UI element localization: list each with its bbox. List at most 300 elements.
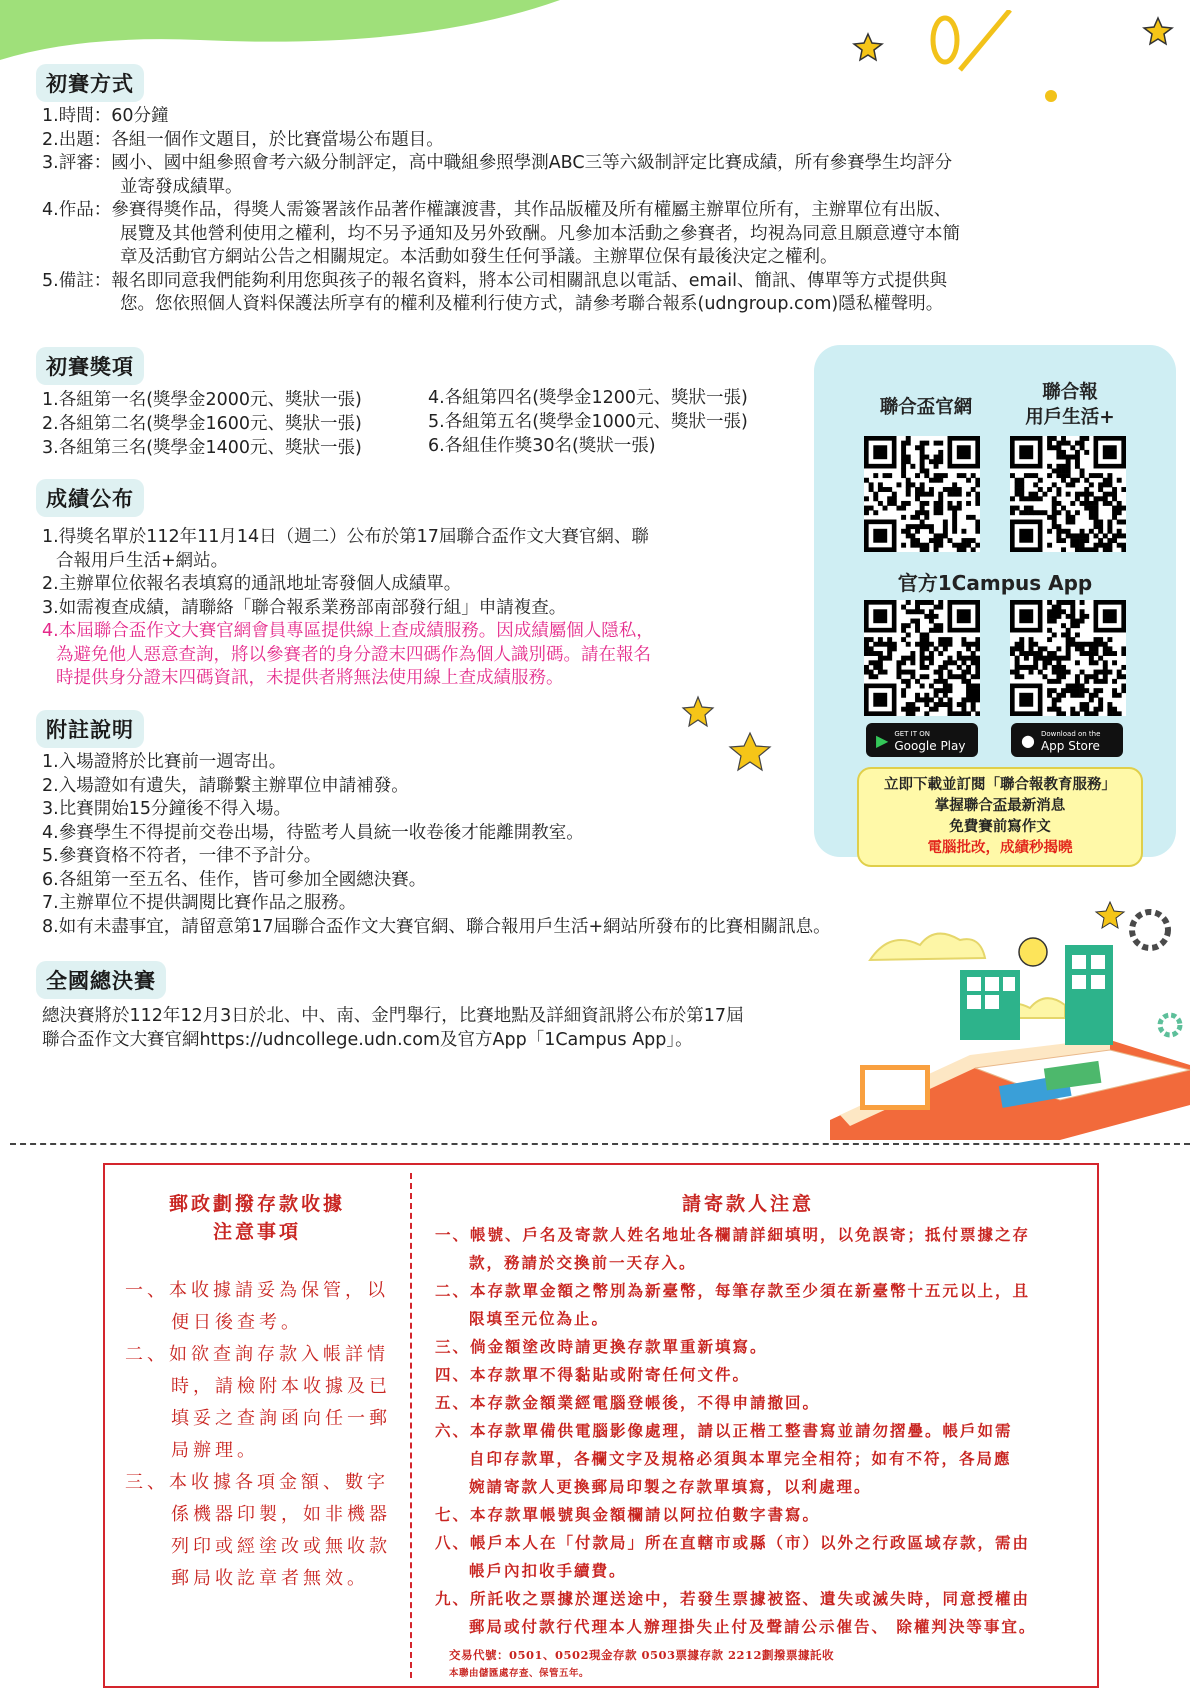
qr-module: [869, 651, 874, 656]
depositor-note-line: 五、本存款金額業經電腦登帳後，不得申請撤回。: [435, 1393, 821, 1412]
qr-module: [1121, 533, 1126, 538]
qr-code-official-site[interactable]: [864, 436, 980, 552]
depositor-note-line: 郵局或付款行代理本人辦理掛失止付及聲請公示催告、 除權判決等事宜。: [469, 1617, 1037, 1636]
qr-module: [924, 492, 929, 497]
qr-module: [1070, 619, 1075, 624]
qr-module: [1015, 660, 1020, 665]
qr-module: [910, 533, 915, 538]
qr-module: [1061, 478, 1066, 483]
qr-module: [901, 473, 906, 478]
qr-module: [966, 646, 971, 651]
qr-module: [938, 533, 943, 538]
qr-module: [1112, 492, 1117, 497]
qr-module: [929, 619, 934, 624]
qr-module: [971, 684, 976, 689]
qr-module: [943, 660, 948, 665]
qr-module: [1084, 702, 1089, 707]
qr-module: [1056, 656, 1061, 661]
qr-module: [1047, 473, 1052, 478]
qr-module: [1070, 688, 1075, 693]
qr-module: [1089, 547, 1094, 552]
qr-module: [952, 529, 957, 534]
qr-module: [948, 674, 953, 679]
qr-module: [943, 679, 948, 684]
qr-module: [934, 605, 939, 610]
qr-module: [1094, 642, 1099, 647]
qr-module: [929, 478, 934, 483]
qr-module: [952, 506, 957, 511]
qr-module: [878, 656, 883, 661]
qr-module: [864, 665, 869, 670]
qr-module: [957, 487, 962, 492]
qr-module: [1024, 496, 1029, 501]
qr-module: [892, 501, 897, 506]
qr-module: [1061, 609, 1066, 614]
qr-module: [1015, 670, 1020, 675]
qr-module: [1061, 547, 1066, 552]
qr-module: [934, 441, 939, 446]
qr-module: [1112, 693, 1117, 698]
qr-module: [920, 464, 925, 469]
depositor-note-line: 三、倘金額塗改時請更換存款單重新填寫。: [435, 1337, 768, 1356]
qr-module: [975, 693, 980, 698]
section-title-method: 初賽方式: [36, 64, 144, 102]
qr-module: [1107, 711, 1112, 716]
results-highlight-line: 為避免他人惡意查詢，將以參賽者的身分證末四碼作為個人識別碼。請在報名: [56, 644, 651, 665]
qr-module: [971, 538, 976, 543]
google-play-badge[interactable]: [866, 723, 978, 757]
qr-module: [1094, 637, 1099, 642]
qr-module: [1084, 478, 1089, 483]
qr-module: [920, 674, 925, 679]
qr-module: [869, 646, 874, 651]
qr-module: [934, 501, 939, 506]
qr-module: [1094, 501, 1099, 506]
qr-module: [924, 524, 929, 529]
qr-module: [896, 482, 901, 487]
qr-module: [883, 642, 888, 647]
qr-module: [1080, 468, 1085, 473]
qr-module: [1094, 510, 1099, 515]
qr-module: [1061, 441, 1066, 446]
qr-module: [1070, 515, 1075, 520]
qr-module: [1107, 538, 1112, 543]
qr-module: [1070, 482, 1075, 487]
qr-module: [1080, 693, 1085, 698]
qr-module: [943, 642, 948, 647]
qr-module: [924, 674, 929, 679]
qr-module: [943, 684, 948, 689]
qr-module: [1066, 632, 1071, 637]
qr-module: [934, 679, 939, 684]
qr-module: [883, 473, 888, 478]
qr-module: [938, 674, 943, 679]
qr-module: [1056, 707, 1061, 712]
qr-module: [878, 637, 883, 642]
qr-module: [924, 441, 929, 446]
qr-module: [920, 450, 925, 455]
qr-module: [1019, 646, 1024, 651]
qr-module: [901, 445, 906, 450]
qr-module: [901, 529, 906, 534]
qr-module: [938, 628, 943, 633]
qr-code-google-play[interactable]: [864, 600, 980, 716]
qr-module: [1052, 670, 1057, 675]
qr-module: [1061, 436, 1066, 441]
qr-module: [1033, 665, 1038, 670]
qr-module: [957, 674, 962, 679]
qr-module: [1042, 656, 1047, 661]
qr-module: [957, 547, 962, 552]
app-store-badge[interactable]: [1011, 723, 1123, 757]
qr-module: [934, 646, 939, 651]
results-highlight-line: 時提供身分證末四碼資訊，未提供者將無法使用線上查成績服務。: [56, 668, 564, 688]
qr-module: [1075, 623, 1080, 628]
qr-module: [1056, 492, 1061, 497]
qr-module: [1061, 468, 1066, 473]
qr-module: [1084, 642, 1089, 647]
qr-module: [1121, 547, 1126, 552]
qr-module: [887, 646, 892, 651]
qr-module: [1080, 501, 1085, 506]
qr-module: [1066, 533, 1071, 538]
qr-module: [887, 473, 892, 478]
qr-module: [920, 445, 925, 450]
qr-module: [1089, 501, 1094, 506]
qr-finder: [873, 445, 887, 459]
qr-module: [1080, 651, 1085, 656]
qr-module: [1107, 651, 1112, 656]
qr-module: [915, 543, 920, 548]
qr-module: [1075, 619, 1080, 624]
qr-module: [966, 478, 971, 483]
qr-module: [1089, 660, 1094, 665]
qr-module: [869, 637, 874, 642]
qr-module: [887, 637, 892, 642]
qr-module: [975, 520, 980, 525]
receipt-title: 郵政劃撥存款收據: [168, 1193, 345, 1215]
qr-module: [948, 711, 953, 716]
qr-module: [915, 642, 920, 647]
qr-module: [1094, 520, 1099, 525]
notes-line: 5.參賽資格不符者，一律不予計分。: [42, 846, 322, 866]
qr-module: [971, 707, 976, 712]
qr-module: [948, 670, 953, 675]
qr-module: [878, 501, 883, 506]
qr-module: [966, 693, 971, 698]
qr-code-app-store[interactable]: [1010, 600, 1126, 716]
qr-module: [1066, 455, 1071, 460]
qr-module: [1061, 693, 1066, 698]
qr-module: [1019, 482, 1024, 487]
qr-module: [873, 492, 878, 497]
book-illustration: [810, 890, 1200, 1145]
receipt-note-line: 二、如欲查詢存款入帳詳情: [125, 1344, 389, 1365]
qr-module: [1070, 455, 1075, 460]
qr-module: [1056, 605, 1061, 610]
qr-module: [934, 670, 939, 675]
postal-notice-box: [103, 1163, 1099, 1688]
qr-module: [975, 482, 980, 487]
qr-module: [906, 487, 911, 492]
qr-module: [1056, 538, 1061, 543]
notes-line: 1.入場證將於比賽前一週寄出。: [42, 752, 287, 772]
qr-module: [957, 501, 962, 506]
qr-module: [1015, 478, 1020, 483]
qr-module: [1070, 609, 1075, 614]
receipt-note-line: 時，請檢附本收據及已: [171, 1376, 391, 1397]
qr-module: [924, 646, 929, 651]
qr-module: [961, 642, 966, 647]
qr-module: [883, 487, 888, 492]
qr-module: [929, 487, 934, 492]
qr-module: [961, 547, 966, 552]
qr-module: [1094, 674, 1099, 679]
qr-module: [915, 473, 920, 478]
qr-module: [1070, 538, 1075, 543]
qr-module: [1052, 468, 1057, 473]
qr-module: [1112, 711, 1117, 716]
qr-module: [971, 651, 976, 656]
qr-module: [896, 670, 901, 675]
qr-module: [915, 628, 920, 633]
qr-module: [1103, 679, 1108, 684]
qr-module: [943, 529, 948, 534]
qr-module: [901, 660, 906, 665]
qr-module: [920, 441, 925, 446]
qr-module: [1052, 436, 1057, 441]
depositor-note-line: 八、帳戶本人在「付款局」所在直轄市或縣（市）以外之行政區域存款，需由: [435, 1533, 1031, 1552]
qr-module: [1047, 651, 1052, 656]
results-line: 3.如需複查成績，請聯絡「聯合報系業務部南部發行組」申請複查。: [42, 597, 567, 618]
qr-module: [1056, 693, 1061, 698]
qr-module: [934, 614, 939, 619]
qr-module: [901, 679, 906, 684]
qr-module: [1075, 492, 1080, 497]
qr-module: [1052, 609, 1057, 614]
qr-module: [1056, 600, 1061, 605]
qr-module: [1098, 637, 1103, 642]
qr-module: [1061, 665, 1066, 670]
qr-module: [1047, 445, 1052, 450]
qr-module: [1010, 670, 1015, 675]
qr-module: [901, 468, 906, 473]
qr-module: [1084, 533, 1089, 538]
section-title-results: 成績公布: [36, 479, 144, 517]
qr-finder: [1103, 445, 1117, 459]
qr-module: [934, 473, 939, 478]
qr-module: [938, 459, 943, 464]
qr-module: [1070, 614, 1075, 619]
qr-module: [1089, 515, 1094, 520]
qr-module: [929, 656, 934, 661]
qr-module: [957, 711, 962, 716]
qr-module: [1042, 674, 1047, 679]
receipt-note-line: 填妥之查詢函向任一郵: [171, 1408, 391, 1429]
qr-module: [920, 506, 925, 511]
notes-line: 6.各組第一至五名、佳作，皆可參加全國總決賽。: [42, 869, 427, 890]
qr-module: [1070, 445, 1075, 450]
qr-module: [1024, 510, 1029, 515]
method-line: 4.作品：參賽得獎作品，得獎人需簽署該作品著作權讓渡書，其作品版權及所有權屬主辦單位所有，主辦單位有出版、: [42, 200, 952, 220]
qr-module: [1107, 646, 1112, 651]
qr-module: [1080, 436, 1085, 441]
qr-finder: [873, 529, 887, 543]
qr-module: [1075, 455, 1080, 460]
depositor-note-line: 四、本存款單不得黏貼或附寄任何文件。: [435, 1365, 751, 1384]
qr-module: [1024, 506, 1029, 511]
qr-module: [1098, 707, 1103, 712]
qr-module: [1066, 441, 1071, 446]
qr-module: [920, 609, 925, 614]
depositor-note-line: 自印存款單，各欄文字及規格必須與本單完全相符；如有不符，各局應: [469, 1449, 1012, 1468]
qr-module: [1015, 646, 1020, 651]
qr-module: [1089, 674, 1094, 679]
qr-module: [920, 524, 925, 529]
qr-module: [1061, 674, 1066, 679]
qr-module: [906, 436, 911, 441]
qr-module: [1066, 628, 1071, 633]
qr-module: [1094, 688, 1099, 693]
qr-module: [1080, 684, 1085, 689]
qr-module: [1075, 674, 1080, 679]
depositor-note-line: 帳戶內扣收手續費。: [469, 1561, 627, 1580]
qr-module: [1061, 688, 1066, 693]
qr-module: [957, 543, 962, 548]
qr-module: [943, 533, 948, 538]
qr-module: [1056, 609, 1061, 614]
qr-module: [1029, 510, 1034, 515]
qr-module: [1080, 473, 1085, 478]
qr-module: [878, 642, 883, 647]
qr-module: [952, 482, 957, 487]
qr-module: [1098, 496, 1103, 501]
qr-module: [1024, 656, 1029, 661]
qr-module: [948, 487, 953, 492]
qr-module: [910, 619, 915, 624]
qr-module: [901, 450, 906, 455]
qr-module: [920, 660, 925, 665]
qr-module: [1066, 464, 1071, 469]
qr-module: [864, 637, 869, 642]
qr-module: [864, 642, 869, 647]
qr-module: [929, 609, 934, 614]
qr-module: [1056, 473, 1061, 478]
depositor-note-line: 一、帳號、戶名及寄款人姓名地址各欄請詳細填明，以免誤寄；抵付票據之存: [435, 1225, 1031, 1244]
qr-module: [1084, 651, 1089, 656]
qr-module: [910, 515, 915, 520]
qr-module: [938, 679, 943, 684]
qr-module: [1117, 670, 1122, 675]
qr-module: [1112, 707, 1117, 712]
qr-module: [1066, 642, 1071, 647]
qr-module: [1098, 642, 1103, 647]
qr-module: [1066, 637, 1071, 642]
qr-module: [929, 538, 934, 543]
qr-module: [1033, 651, 1038, 656]
qr-module: [1075, 642, 1080, 647]
qr-module: [1056, 670, 1061, 675]
qr-module: [1098, 473, 1103, 478]
qr-module: [924, 711, 929, 716]
qr-module: [1070, 693, 1075, 698]
qr-module: [920, 520, 925, 525]
qr-module: [943, 688, 948, 693]
qr-module: [943, 646, 948, 651]
qr-module: [1029, 670, 1034, 675]
qr-module: [966, 543, 971, 548]
qr-module: [1070, 605, 1075, 610]
depositor-note-line: 二、本存款單金額之幣別為新臺幣，每筆存款至少須在新臺幣十五元以上，且: [435, 1281, 1031, 1300]
qr-module: [1103, 492, 1108, 497]
qr-module: [1117, 674, 1122, 679]
qr-module: [948, 707, 953, 712]
qr-module: [1098, 524, 1103, 529]
method-line: 您。您依照個人資料保護法所享有的權利及權利行使方式，請參考聯合報系(udngroup.com)隱私權聲明。: [120, 294, 944, 314]
qr-module: [1029, 637, 1034, 642]
qr-module: [934, 538, 939, 543]
qr-module: [957, 506, 962, 511]
qr-module: [896, 674, 901, 679]
qr-module: [1094, 693, 1099, 698]
qr-module: [901, 670, 906, 675]
depositor-note-line: 九、所託收之票據於運送途中，若發生票據被盜、遺失或滅失時，同意授權由: [435, 1589, 1031, 1608]
qr-module: [975, 524, 980, 529]
qr-module: [1033, 482, 1038, 487]
qr-module: [915, 600, 920, 605]
qr-module: [906, 478, 911, 483]
qr-module: [901, 707, 906, 712]
qr-module: [1056, 501, 1061, 506]
qr-module: [1103, 482, 1108, 487]
qr-module: [873, 496, 878, 501]
qr-module: [915, 524, 920, 529]
notice-divider: [410, 1173, 412, 1678]
qr-module: [901, 637, 906, 642]
qr-module: [1121, 674, 1126, 679]
qr-module: [878, 482, 883, 487]
qr-module: [1015, 642, 1020, 647]
qr-module: [952, 515, 957, 520]
qr-module: [929, 459, 934, 464]
qr-module: [1056, 464, 1061, 469]
qr-module: [1121, 651, 1126, 656]
depositor-note-line: 七、本存款單帳號與金額欄請以阿拉伯數字書寫。: [435, 1505, 821, 1524]
qr-module: [924, 547, 929, 552]
qr-module: [1080, 609, 1085, 614]
qr-module: [1061, 711, 1066, 716]
qr-module: [1042, 665, 1047, 670]
qr-module: [1061, 656, 1066, 661]
qr-module: [1080, 529, 1085, 534]
method-line: 5.備註：報名即同意我們能夠利用您與孩子的報名資料，將本公司相關訊息以電話、email、簡訊、傳單等方式提供與: [42, 270, 947, 291]
qr-module: [920, 637, 925, 642]
qr-module: [938, 665, 943, 670]
qr-module: [1107, 473, 1112, 478]
qr-module: [938, 600, 943, 605]
qr-module: [938, 688, 943, 693]
qr-module: [1061, 529, 1066, 534]
qr-module: [924, 510, 929, 515]
qr-module: [906, 702, 911, 707]
qr-module: [920, 455, 925, 460]
qr-code-udn-life[interactable]: [1010, 436, 1126, 552]
qr-module: [1080, 642, 1085, 647]
qr-module: [1112, 688, 1117, 693]
qr-module: [961, 711, 966, 716]
google-play-small-text: GET IT ON: [894, 730, 930, 738]
qr-module: [1080, 619, 1085, 624]
